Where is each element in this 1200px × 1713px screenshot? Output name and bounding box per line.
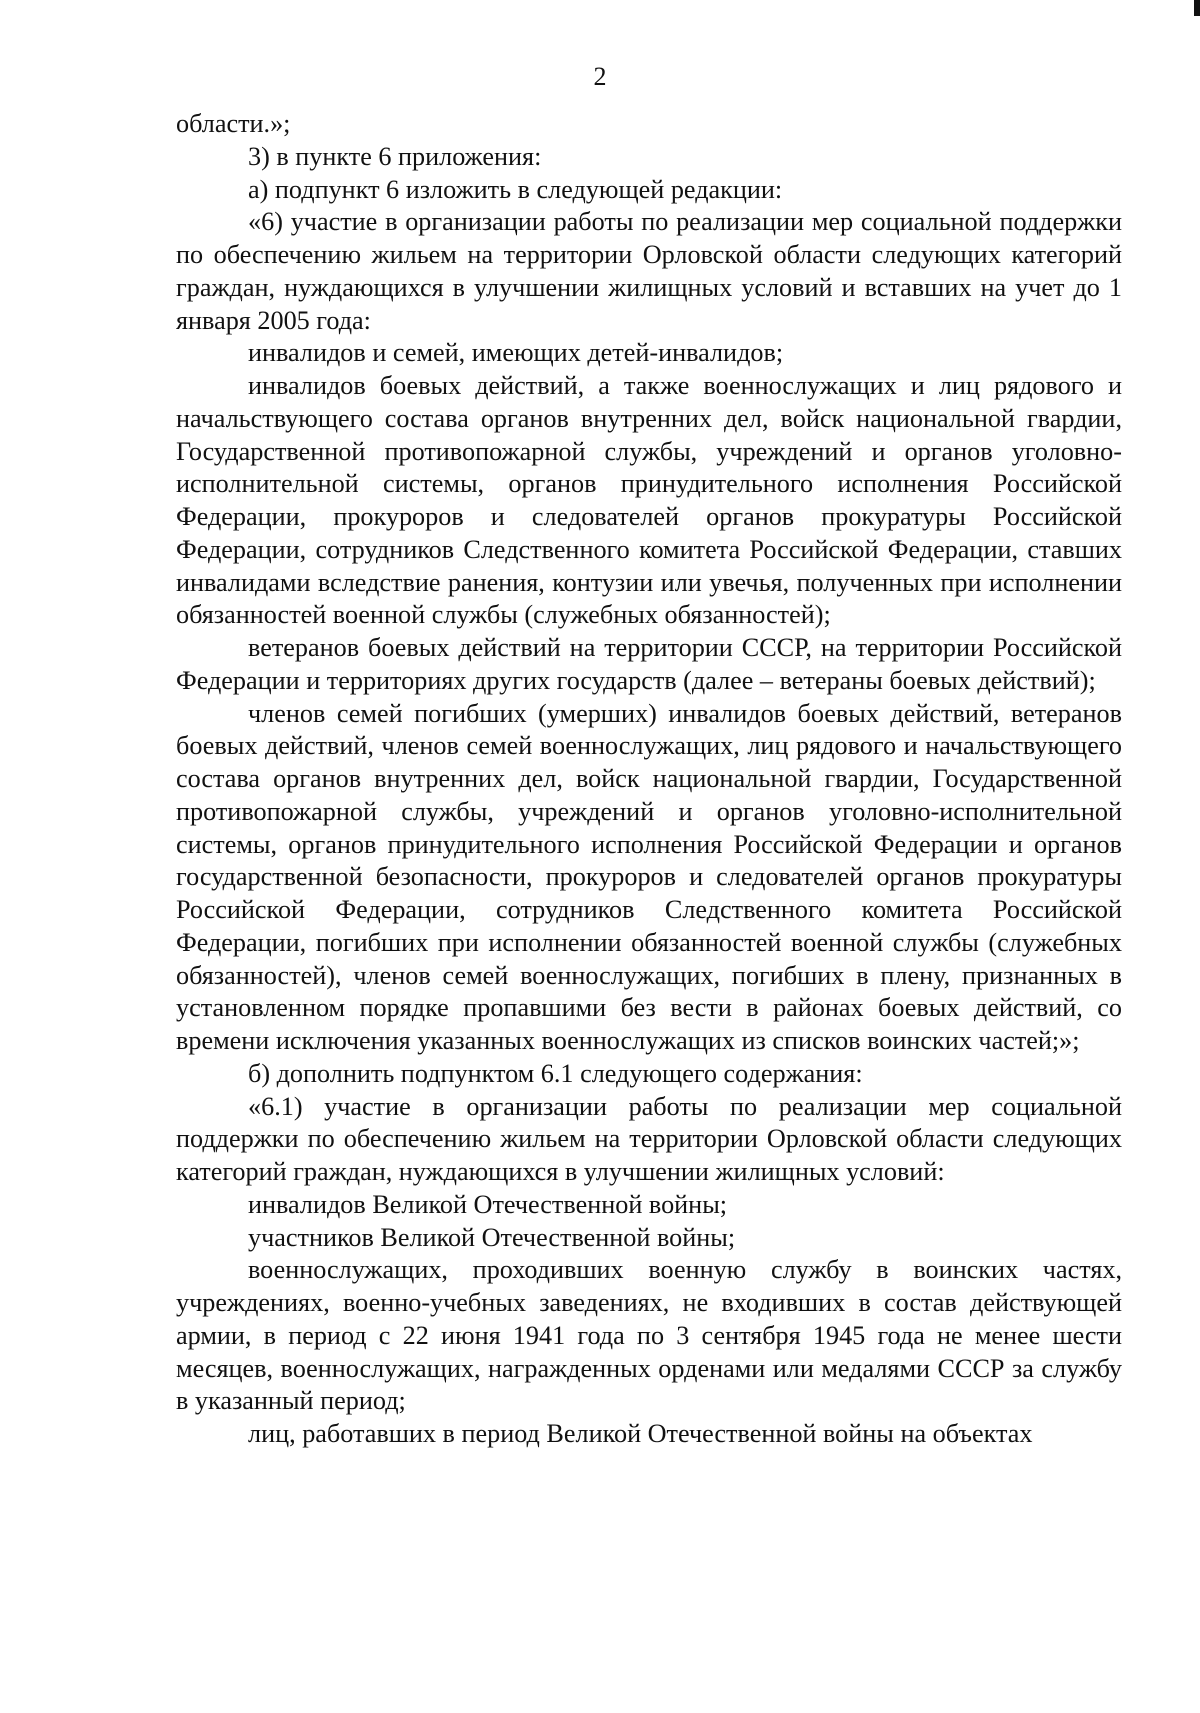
paragraph: ветеранов боевых действий на территории СССР, на территории Российской Федерации и территориях других государств (далее – ветераны боевых действий); (176, 633, 1122, 695)
paragraph: а) подпункт 6 изложить в следующей редакции: (248, 174, 783, 204)
paragraph: 3) в пункте 6 приложения: (248, 141, 542, 171)
scan-edge-mark (1194, 0, 1200, 16)
page-number: 2 (593, 62, 607, 91)
paragraph: военнослужащих, проходивших военную службу в воинских частях, учреждениях, военно-учебных заведениях, не входивших в состав действующей армии, в период с 22 июня 1941 года по 3 сентября 1945 года не менее шести месяцев, военнослужащих, награжденных орденами или медалями СССР за службу в указанный период; (176, 1255, 1122, 1416)
paragraph: области.»; (176, 109, 291, 138)
paragraph: инвалидов и семей, имеющих детей-инвалидов; (248, 338, 784, 368)
document-body (176, 108, 1122, 1451)
paragraph: инвалидов Великой Отечественной войны; (248, 1189, 728, 1219)
paragraph: членов семей погибших (умерших) инвалидов боевых действий, ветеранов боевых действий, членов семей военнослужащих, лиц рядового и начальствующего состава органов внутренних дел, войск национальной гвардии, Государственной противопожарной службы, учреждений и органов уголовно-исполнительной системы, органов принудительного исполнения Российской Федерации и органов государственной безопасности, прокуроров и следователей органов прокуратуры Российской Федерации, сотрудников Следственного комитета Российской Федерации, погибших при исполнении обязанностей военной службы (служебных обязанностей), членов семей военнослужащих, погибших в плену, признанных в установленном порядке пропавшими без вести в районах боевых действий, со времени исключения указанных военнослужащих из списков воинских частей;»; (176, 698, 1122, 1055)
paragraph: «6) участие в организации работы по реализации мер социальной поддержки по обеспечению жильем на территории Орловской области следующих категорий граждан, нуждающихся в улучшении жилищных условий и вставших на учет до 1 января 2005 года: (176, 207, 1122, 335)
paragraph: инвалидов боевых действий, а также военнослужащих и лиц рядового и начальствующего состава органов внутренних дел, войск национальной гвардии, Государственной противопожарной службы, учреждений и органов уголовно-исполнительной системы, органов принудительного исполнения Российской Федерации, прокуроров и следователей органов прокуратуры Российской Федерации, сотрудников Следственного комитета Российской Федерации, ставших инвалидами вследствие ранения, контузии или увечья, полученных при исполнении обязанностей военной службы (служебных обязанностей); (176, 371, 1122, 630)
paragraph: б) дополнить подпунктом 6.1 следующего содержания: (248, 1058, 863, 1088)
paragraph: участников Великой Отечественной войны; (248, 1222, 736, 1252)
paragraph: лиц, работавших в период Великой Отечественной войны на объектах (248, 1419, 1033, 1448)
paragraph: «6.1) участие в организации работы по реализации мер социальной поддержки по обеспечению жильем на территории Орловской области следующих категорий граждан, нуждающихся в улучшении жилищных условий: (176, 1091, 1122, 1186)
